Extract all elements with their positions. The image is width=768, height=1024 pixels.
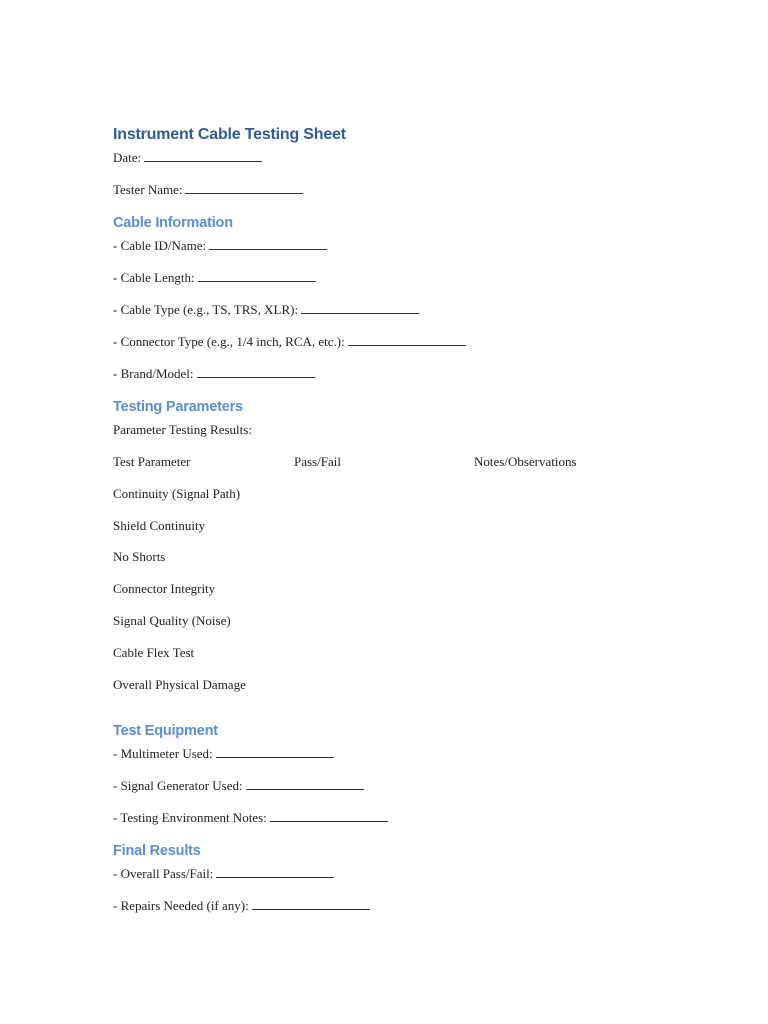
- cable-information-heading: Cable Information: [113, 215, 233, 231]
- column-header-test-parameter: Test Parameter: [113, 454, 191, 469]
- cable-length-blank-line: [198, 270, 316, 282]
- parameter-results-intro: Parameter Testing Results:: [113, 422, 252, 437]
- parameter-row-no-shorts: No Shorts: [113, 549, 166, 564]
- column-header-pass-fail: Pass/Fail: [294, 454, 341, 469]
- repairs-needed-field: [113, 898, 370, 914]
- repairs-needed-label: - Repairs Needed (if any):: [113, 898, 249, 913]
- column-header-notes: Notes/Observations: [474, 454, 577, 469]
- cable-type-blank-line: [301, 302, 419, 314]
- cable-id-field: [113, 238, 327, 254]
- multimeter-label: - Multimeter Used:: [113, 746, 213, 761]
- final-results-heading: Final Results: [113, 843, 201, 859]
- brand-model-blank-line: [197, 366, 315, 378]
- test-equipment-heading: Test Equipment: [113, 723, 218, 739]
- signal-generator-label: - Signal Generator Used:: [113, 778, 243, 793]
- environment-notes-blank-line: [270, 810, 388, 822]
- date-blank-line: [144, 150, 262, 162]
- brand-model-field: [113, 366, 315, 382]
- cable-length-label: - Cable Length:: [113, 270, 195, 285]
- parameter-row-shield-continuity: Shield Continuity: [113, 518, 206, 533]
- parameter-row-physical-damage: Overall Physical Damage: [113, 677, 246, 692]
- cable-id-blank-line: [209, 238, 327, 250]
- testing-parameters-heading: Testing Parameters: [113, 399, 243, 415]
- repairs-needed-blank-line: [252, 898, 370, 910]
- connector-type-blank-line: [348, 334, 466, 346]
- parameter-row-cable-flex: Cable Flex Test: [113, 645, 195, 660]
- tester-name-field: [113, 182, 303, 198]
- date-field: [113, 150, 262, 166]
- connector-type-label: - Connector Type (e.g., 1/4 inch, RCA, etc.):: [113, 334, 345, 349]
- environment-notes-label: - Testing Environment Notes:: [113, 810, 267, 825]
- multimeter-field: [113, 746, 334, 762]
- page-title: Instrument Cable Testing Sheet: [113, 126, 346, 143]
- multimeter-blank-line: [216, 746, 334, 758]
- overall-pass-fail-blank-line: [216, 866, 334, 878]
- cable-type-field: [113, 302, 419, 318]
- connector-type-field: [113, 334, 466, 350]
- tester-name-label: Tester Name:: [113, 182, 183, 197]
- tester-name-blank-line: [185, 182, 303, 194]
- parameter-row-connector-integrity: Connector Integrity: [113, 581, 216, 596]
- overall-pass-fail-label: - Overall Pass/Fail:: [113, 866, 214, 881]
- cable-id-label: - Cable ID/Name:: [113, 238, 207, 253]
- signal-generator-blank-line: [246, 778, 364, 790]
- brand-model-label: - Brand/Model:: [113, 366, 194, 381]
- signal-generator-field: [113, 778, 364, 794]
- date-label: Date:: [113, 150, 142, 165]
- parameter-row-signal-quality: Signal Quality (Noise): [113, 613, 231, 628]
- overall-pass-fail-field: [113, 866, 334, 882]
- environment-notes-field: [113, 810, 388, 826]
- cable-length-field: [113, 270, 316, 286]
- parameter-row-continuity: Continuity (Signal Path): [113, 486, 241, 501]
- cable-type-label: - Cable Type (e.g., TS, TRS, XLR):: [113, 302, 299, 317]
